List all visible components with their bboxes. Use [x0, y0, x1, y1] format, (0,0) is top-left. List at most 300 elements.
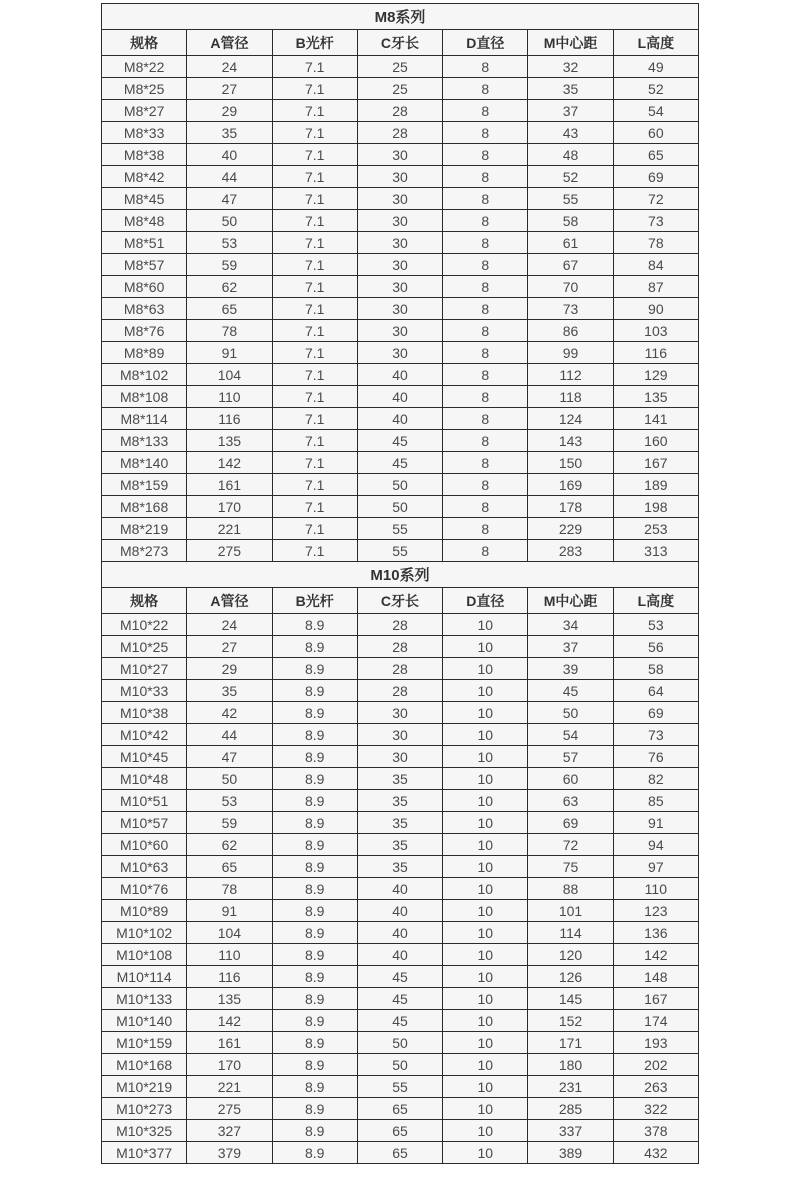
value-cell: 72 [613, 188, 698, 210]
value-cell: 91 [187, 342, 272, 364]
value-cell: 28 [357, 680, 442, 702]
value-cell: 7.1 [272, 232, 357, 254]
value-cell: 62 [187, 834, 272, 856]
spec-cell: M10*51 [102, 790, 187, 812]
spec-cell: M10*60 [102, 834, 187, 856]
value-cell: 170 [187, 496, 272, 518]
value-cell: 123 [613, 900, 698, 922]
value-cell: 10 [443, 702, 528, 724]
spec-cell: M8*42 [102, 166, 187, 188]
value-cell: 25 [357, 78, 442, 100]
spec-cell: M8*51 [102, 232, 187, 254]
table-row [102, 856, 699, 878]
value-cell: 8.9 [272, 680, 357, 702]
value-cell: 313 [613, 540, 698, 562]
value-cell: 193 [613, 1032, 698, 1054]
table-row [102, 474, 699, 496]
value-cell: 231 [528, 1076, 613, 1098]
value-cell: 10 [443, 900, 528, 922]
value-cell: 45 [528, 680, 613, 702]
value-cell: 62 [187, 276, 272, 298]
value-cell: 64 [613, 680, 698, 702]
value-cell: 63 [528, 790, 613, 812]
value-cell: 45 [357, 966, 442, 988]
value-cell: 104 [187, 922, 272, 944]
table-row [102, 1054, 699, 1076]
spec-cell: M10*168 [102, 1054, 187, 1076]
value-cell: 8 [443, 78, 528, 100]
value-cell: 283 [528, 540, 613, 562]
value-cell: 10 [443, 1010, 528, 1032]
column-header: M中心距 [528, 588, 613, 614]
table-row [102, 1142, 699, 1164]
value-cell: 7.1 [272, 298, 357, 320]
value-cell: 30 [357, 166, 442, 188]
value-cell: 30 [357, 724, 442, 746]
table-row [102, 1120, 699, 1142]
value-cell: 104 [187, 364, 272, 386]
spec-cell: M10*114 [102, 966, 187, 988]
value-cell: 29 [187, 658, 272, 680]
value-cell: 143 [528, 430, 613, 452]
section-title-row [102, 4, 699, 30]
value-cell: 322 [613, 1098, 698, 1120]
value-cell: 50 [357, 1054, 442, 1076]
value-cell: 8 [443, 144, 528, 166]
value-cell: 8 [443, 540, 528, 562]
value-cell: 275 [187, 1098, 272, 1120]
value-cell: 8 [443, 342, 528, 364]
value-cell: 45 [357, 1010, 442, 1032]
value-cell: 10 [443, 746, 528, 768]
value-cell: 34 [528, 614, 613, 636]
table-row [102, 944, 699, 966]
spec-cell: M8*48 [102, 210, 187, 232]
value-cell: 76 [613, 746, 698, 768]
value-cell: 35 [187, 122, 272, 144]
value-cell: 8 [443, 320, 528, 342]
product-spec-table [101, 3, 699, 1164]
table-row [102, 922, 699, 944]
spec-cell: M8*25 [102, 78, 187, 100]
value-cell: 27 [187, 78, 272, 100]
spec-cell: M8*102 [102, 364, 187, 386]
spec-cell: M10*22 [102, 614, 187, 636]
value-cell: 25 [357, 56, 442, 78]
value-cell: 285 [528, 1098, 613, 1120]
table-row [102, 702, 699, 724]
value-cell: 167 [613, 988, 698, 1010]
value-cell: 78 [613, 232, 698, 254]
spec-cell: M8*273 [102, 540, 187, 562]
value-cell: 28 [357, 658, 442, 680]
value-cell: 275 [187, 540, 272, 562]
table-row [102, 100, 699, 122]
value-cell: 40 [357, 408, 442, 430]
spec-cell: M10*45 [102, 746, 187, 768]
table-row [102, 900, 699, 922]
value-cell: 7.1 [272, 188, 357, 210]
table-row [102, 298, 699, 320]
spec-cell: M8*108 [102, 386, 187, 408]
column-header-row [102, 30, 699, 56]
value-cell: 28 [357, 636, 442, 658]
value-cell: 87 [613, 276, 698, 298]
value-cell: 28 [357, 100, 442, 122]
value-cell: 56 [613, 636, 698, 658]
value-cell: 10 [443, 988, 528, 1010]
spec-cell: M8*76 [102, 320, 187, 342]
value-cell: 10 [443, 790, 528, 812]
spec-cell: M8*33 [102, 122, 187, 144]
spec-cell: M10*27 [102, 658, 187, 680]
table-row [102, 1098, 699, 1120]
spec-cell: M8*63 [102, 298, 187, 320]
value-cell: 24 [187, 614, 272, 636]
value-cell: 50 [357, 1032, 442, 1054]
value-cell: 327 [187, 1120, 272, 1142]
value-cell: 167 [613, 452, 698, 474]
spec-cell: M8*27 [102, 100, 187, 122]
value-cell: 8.9 [272, 1076, 357, 1098]
value-cell: 8.9 [272, 944, 357, 966]
column-header-row [102, 588, 699, 614]
value-cell: 10 [443, 944, 528, 966]
table-row [102, 636, 699, 658]
table-row [102, 768, 699, 790]
value-cell: 189 [613, 474, 698, 496]
value-cell: 171 [528, 1032, 613, 1054]
value-cell: 10 [443, 878, 528, 900]
table-row [102, 614, 699, 636]
value-cell: 10 [443, 966, 528, 988]
value-cell: 8 [443, 166, 528, 188]
spec-cell: M10*219 [102, 1076, 187, 1098]
value-cell: 69 [613, 702, 698, 724]
value-cell: 7.1 [272, 276, 357, 298]
value-cell: 40 [357, 878, 442, 900]
value-cell: 116 [187, 408, 272, 430]
value-cell: 7.1 [272, 386, 357, 408]
value-cell: 120 [528, 944, 613, 966]
value-cell: 40 [357, 900, 442, 922]
value-cell: 7.1 [272, 100, 357, 122]
column-header: L高度 [613, 588, 698, 614]
value-cell: 40 [357, 944, 442, 966]
value-cell: 35 [528, 78, 613, 100]
value-cell: 8 [443, 474, 528, 496]
value-cell: 8.9 [272, 900, 357, 922]
value-cell: 202 [613, 1054, 698, 1076]
value-cell: 55 [528, 188, 613, 210]
value-cell: 10 [443, 768, 528, 790]
table-row [102, 122, 699, 144]
value-cell: 53 [613, 614, 698, 636]
value-cell: 30 [357, 342, 442, 364]
value-cell: 8.9 [272, 1142, 357, 1164]
spec-cell: M10*76 [102, 878, 187, 900]
value-cell: 136 [613, 922, 698, 944]
value-cell: 32 [528, 56, 613, 78]
spec-cell: M8*159 [102, 474, 187, 496]
value-cell: 8 [443, 100, 528, 122]
value-cell: 28 [357, 122, 442, 144]
value-cell: 10 [443, 636, 528, 658]
value-cell: 8.9 [272, 966, 357, 988]
value-cell: 7.1 [272, 320, 357, 342]
table-row [102, 540, 699, 562]
value-cell: 10 [443, 1054, 528, 1076]
table-row [102, 1076, 699, 1098]
value-cell: 8 [443, 276, 528, 298]
value-cell: 30 [357, 254, 442, 276]
value-cell: 69 [613, 166, 698, 188]
value-cell: 55 [357, 518, 442, 540]
spec-cell: M8*133 [102, 430, 187, 452]
column-header: 规格 [102, 588, 187, 614]
value-cell: 30 [357, 746, 442, 768]
value-cell: 161 [187, 1032, 272, 1054]
value-cell: 253 [613, 518, 698, 540]
value-cell: 91 [613, 812, 698, 834]
value-cell: 43 [528, 122, 613, 144]
value-cell: 10 [443, 812, 528, 834]
value-cell: 8.9 [272, 658, 357, 680]
value-cell: 118 [528, 386, 613, 408]
value-cell: 142 [613, 944, 698, 966]
value-cell: 8 [443, 188, 528, 210]
value-cell: 69 [528, 812, 613, 834]
value-cell: 10 [443, 658, 528, 680]
value-cell: 148 [613, 966, 698, 988]
value-cell: 78 [187, 320, 272, 342]
value-cell: 7.1 [272, 452, 357, 474]
value-cell: 10 [443, 856, 528, 878]
table-row [102, 166, 699, 188]
value-cell: 150 [528, 452, 613, 474]
value-cell: 57 [528, 746, 613, 768]
table-row [102, 276, 699, 298]
value-cell: 78 [187, 878, 272, 900]
table-row [102, 342, 699, 364]
value-cell: 35 [187, 680, 272, 702]
value-cell: 55 [357, 540, 442, 562]
value-cell: 75 [528, 856, 613, 878]
value-cell: 7.1 [272, 254, 357, 276]
value-cell: 152 [528, 1010, 613, 1032]
value-cell: 70 [528, 276, 613, 298]
table-row [102, 812, 699, 834]
value-cell: 8 [443, 452, 528, 474]
value-cell: 124 [528, 408, 613, 430]
value-cell: 59 [187, 812, 272, 834]
value-cell: 8 [443, 408, 528, 430]
value-cell: 97 [613, 856, 698, 878]
column-header: L高度 [613, 30, 698, 56]
value-cell: 8 [443, 210, 528, 232]
value-cell: 7.1 [272, 430, 357, 452]
value-cell: 8.9 [272, 768, 357, 790]
value-cell: 8.9 [272, 1120, 357, 1142]
column-header: C牙长 [357, 588, 442, 614]
table-row [102, 746, 699, 768]
spec-cell: M10*108 [102, 944, 187, 966]
value-cell: 229 [528, 518, 613, 540]
value-cell: 60 [528, 768, 613, 790]
value-cell: 85 [613, 790, 698, 812]
value-cell: 110 [613, 878, 698, 900]
spec-cell: M8*140 [102, 452, 187, 474]
value-cell: 8.9 [272, 878, 357, 900]
value-cell: 73 [613, 210, 698, 232]
column-header: A管径 [187, 588, 272, 614]
value-cell: 50 [357, 474, 442, 496]
value-cell: 7.1 [272, 210, 357, 232]
value-cell: 10 [443, 1032, 528, 1054]
value-cell: 88 [528, 878, 613, 900]
value-cell: 8.9 [272, 988, 357, 1010]
value-cell: 10 [443, 834, 528, 856]
table-row [102, 430, 699, 452]
value-cell: 101 [528, 900, 613, 922]
value-cell: 7.1 [272, 474, 357, 496]
table-row [102, 724, 699, 746]
value-cell: 49 [613, 56, 698, 78]
value-cell: 8 [443, 122, 528, 144]
value-cell: 8 [443, 518, 528, 540]
value-cell: 8.9 [272, 856, 357, 878]
value-cell: 91 [187, 900, 272, 922]
spec-cell: M10*273 [102, 1098, 187, 1120]
table-row [102, 210, 699, 232]
value-cell: 53 [187, 232, 272, 254]
value-cell: 160 [613, 430, 698, 452]
value-cell: 8.9 [272, 746, 357, 768]
spec-cell: M10*102 [102, 922, 187, 944]
value-cell: 65 [357, 1098, 442, 1120]
value-cell: 30 [357, 232, 442, 254]
spec-cell: M10*33 [102, 680, 187, 702]
value-cell: 7.1 [272, 364, 357, 386]
value-cell: 52 [528, 166, 613, 188]
value-cell: 30 [357, 188, 442, 210]
spec-cell: M10*48 [102, 768, 187, 790]
value-cell: 90 [613, 298, 698, 320]
section-title-row [102, 562, 699, 588]
value-cell: 48 [528, 144, 613, 166]
value-cell: 180 [528, 1054, 613, 1076]
value-cell: 7.1 [272, 342, 357, 364]
value-cell: 170 [187, 1054, 272, 1076]
value-cell: 198 [613, 496, 698, 518]
spec-cell: M10*57 [102, 812, 187, 834]
value-cell: 61 [528, 232, 613, 254]
column-header: B光杆 [272, 588, 357, 614]
value-cell: 42 [187, 702, 272, 724]
table-row [102, 386, 699, 408]
value-cell: 161 [187, 474, 272, 496]
table-row [102, 364, 699, 386]
value-cell: 50 [528, 702, 613, 724]
spec-cell: M8*219 [102, 518, 187, 540]
column-header: D直径 [443, 30, 528, 56]
table-row [102, 188, 699, 210]
value-cell: 28 [357, 614, 442, 636]
value-cell: 103 [613, 320, 698, 342]
value-cell: 7.1 [272, 540, 357, 562]
table-row [102, 518, 699, 540]
value-cell: 432 [613, 1142, 698, 1164]
value-cell: 10 [443, 724, 528, 746]
value-cell: 8 [443, 232, 528, 254]
value-cell: 263 [613, 1076, 698, 1098]
value-cell: 67 [528, 254, 613, 276]
value-cell: 40 [357, 364, 442, 386]
value-cell: 50 [187, 210, 272, 232]
table-row [102, 254, 699, 276]
table-row [102, 1032, 699, 1054]
spec-cell: M10*140 [102, 1010, 187, 1032]
spec-cell: M10*377 [102, 1142, 187, 1164]
value-cell: 59 [187, 254, 272, 276]
value-cell: 47 [187, 188, 272, 210]
value-cell: 174 [613, 1010, 698, 1032]
value-cell: 82 [613, 768, 698, 790]
value-cell: 8.9 [272, 812, 357, 834]
value-cell: 7.1 [272, 144, 357, 166]
value-cell: 86 [528, 320, 613, 342]
value-cell: 30 [357, 276, 442, 298]
spec-table-body [102, 4, 699, 1164]
value-cell: 8 [443, 496, 528, 518]
value-cell: 135 [187, 988, 272, 1010]
value-cell: 7.1 [272, 518, 357, 540]
table-row [102, 232, 699, 254]
spec-cell: M10*325 [102, 1120, 187, 1142]
value-cell: 7.1 [272, 408, 357, 430]
value-cell: 10 [443, 1142, 528, 1164]
spec-cell: M10*133 [102, 988, 187, 1010]
value-cell: 116 [187, 966, 272, 988]
value-cell: 10 [443, 1120, 528, 1142]
value-cell: 65 [357, 1142, 442, 1164]
value-cell: 40 [357, 922, 442, 944]
value-cell: 29 [187, 100, 272, 122]
value-cell: 7.1 [272, 496, 357, 518]
value-cell: 178 [528, 496, 613, 518]
spec-cell: M10*38 [102, 702, 187, 724]
value-cell: 110 [187, 944, 272, 966]
value-cell: 73 [613, 724, 698, 746]
value-cell: 94 [613, 834, 698, 856]
value-cell: 8 [443, 386, 528, 408]
value-cell: 30 [357, 144, 442, 166]
value-cell: 10 [443, 614, 528, 636]
value-cell: 40 [357, 386, 442, 408]
value-cell: 7.1 [272, 56, 357, 78]
value-cell: 35 [357, 856, 442, 878]
value-cell: 142 [187, 1010, 272, 1032]
value-cell: 65 [357, 1120, 442, 1142]
value-cell: 44 [187, 724, 272, 746]
value-cell: 135 [613, 386, 698, 408]
table-row [102, 966, 699, 988]
value-cell: 52 [613, 78, 698, 100]
value-cell: 30 [357, 702, 442, 724]
value-cell: 378 [613, 1120, 698, 1142]
spec-cell: M10*63 [102, 856, 187, 878]
table-row [102, 834, 699, 856]
